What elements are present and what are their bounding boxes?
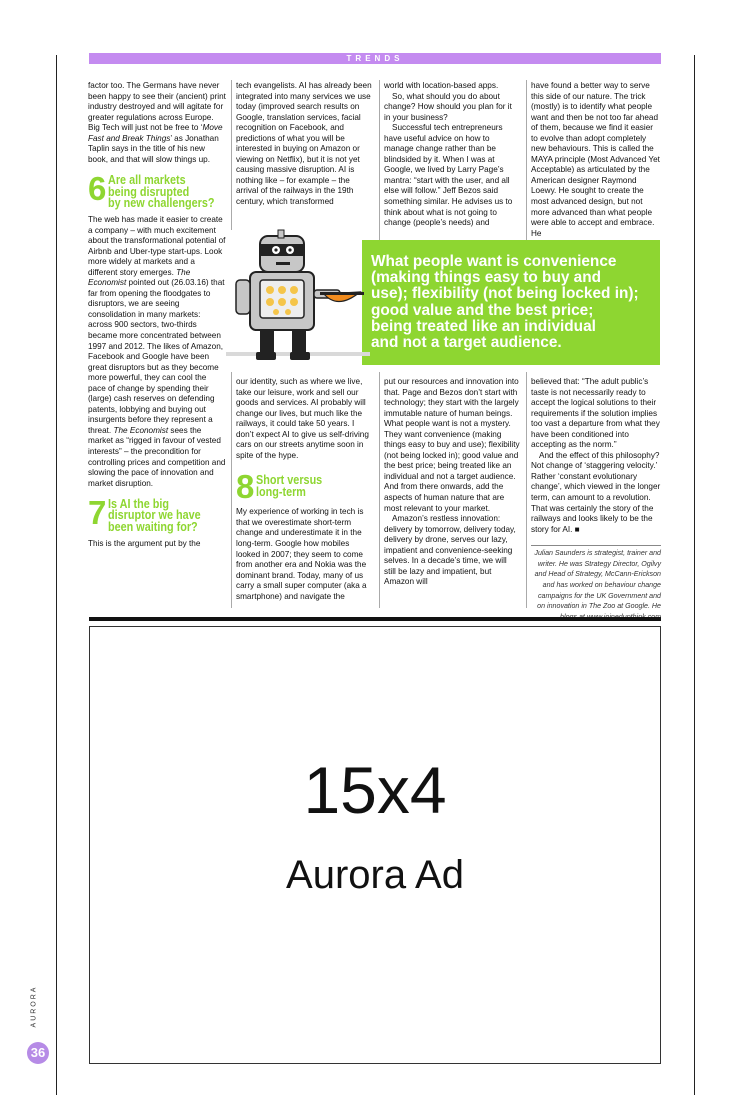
paragraph: have found a better way to serve this side of our nature. The trick (mostly) is to identify what people want and then be not too far ahead of them, because we find it easier to evolve than adopt completely new behaviours. This is called the MAYA principle (Most Advanced Yet Acceptable) as articulated by the American designer Raymond Loewy. He sought to create the most advanced design, but not more advanced than what people were able to accept and embrace. He <box>531 81 660 238</box>
ad-placeholder[interactable] <box>89 626 661 1064</box>
article-column-2-bottom <box>236 377 374 602</box>
article-column-4-top <box>531 81 661 239</box>
paragraph: And the effect of this philosophy? Not change of ‘staggering velocity.’ Rather ‘constant evolutionary change’, which viewed in the longer term, can amount to a revolution. That was certainly the story of the railways and looks likely to be the story for AI. ■ <box>531 450 661 534</box>
page-number-badge: 36 <box>27 1042 49 1064</box>
robot-icon <box>226 228 370 370</box>
paragraph: put our resources and innovation into that. Page and Bezos don’t start with technology; they start with the largely immutable nature of human beings. What people want is not a mystery. They want convenience (making things easy to buy and use); flexibility (not being locked in); good value and the best price; being treated like an individual and not a target audience. And from there onwards, add the aspects of human nature that are most relevant to your market. <box>384 377 520 513</box>
subheading-8: 8 Short versus long-term <box>236 468 323 506</box>
column-divider <box>526 80 527 240</box>
paragraph: Successful tech entrepreneurs have useful advice on how to manage change rather than be blindsided by it. When I was at Google, we lived by Larry Page’s mantra: “start with the user, and all else will follow.” Jeff Bezos said something similar. He advises us to think about what is not going to change (people’s needs) and <box>384 123 513 228</box>
column-divider <box>379 372 380 608</box>
article-column-1 <box>88 81 226 549</box>
author-byline: Julian Saunders is strategist, trainer and writer. He was Strategy Director, Ogilvy and Head of Strategy, McCann-Erickson and has worked on behaviour change campaigns for the UK Government and on innovation in The Zoo at Google. He <box>531 545 661 622</box>
section-divider-bar <box>89 617 661 621</box>
paragraph: believed that: “The adult public’s taste is not necessarily ready to accept the logical solutions to their requirements if the solution implies too vast a departure from what they have been conditioned into accepting as the norm.” <box>531 377 660 450</box>
article-column-3-top <box>384 81 520 229</box>
left-margin-rule <box>56 55 57 1095</box>
section-banner: TRENDS <box>89 53 661 64</box>
column-divider <box>231 372 232 608</box>
pull-quote-text: What people want is convenience (making things easy to buy and use); flexibility (not being locked in); good value and the best price; being treated like an individual and not a target audience. <box>371 253 639 352</box>
robot-waiter-illustration <box>226 228 370 370</box>
paragraph: The web has made it easier to create a company – with much excitement about the transformational potential of Airbnb and Uber-type start-ups. Look more widely at markets and a different story emerges. The Economist pointed out (26.03.16) that far from opening the floodgates to disruptors, we are seeing consolidation in many markets: across 900 sectors, two-thirds became more concentrated between 1997 and 2012. The likes of Amazon, Facebook and Google have been great disruptors but as they become more powerful, they can cool the pace of change by spending their (large) cash reserves on defending patents, lobbying and buying out insurgents before they represent a threat. The Economist sees the market as “rigged in favour of vested interests” – the precondition for controlling prices and competition and slowing the pace of innovation and market disruption. <box>88 214 226 488</box>
article-column-3-bottom <box>384 377 520 588</box>
article-column-2-top <box>236 81 374 208</box>
subheading-6: 6 Are all markets being disrupted by new challengers? <box>88 170 215 210</box>
paragraph: our identity, such as where we live, take our leisure, work and sell our goods and services. AI probably will change our lives, but much like the railways, it could take 50 years. I don’t expect AI to give us self-driving cars on our streets anytime soon in spite of the hype. <box>236 377 369 460</box>
ad-size: 15x4 <box>303 753 447 827</box>
column-divider <box>231 80 232 230</box>
paragraph: This is the argument put by the <box>88 538 201 548</box>
paragraph: tech evangelists. AI has already been integrated into many services we use today (improved search results on Google, translation services, facial recognition on Facebook, and predictions of what you will be interested in buying on Amazon or viewing on Netflix), but it is not yet causing massive disruption. AI is nothing like – for example – the arrival of the railways in the 19th century, which transformed <box>236 81 372 207</box>
paragraph: Amazon’s restless innovation: delivery by tomorrow, delivery today, delivery by drone, serves our lazy, impatient and convenience-seeking selves. In a decade’s time, we will still be lazy and impatient, but Amazon will <box>384 514 516 587</box>
paragraph: My experience of working in tech is that we overestimate short-term change and underestimate it in the long-term. Google how mobiles looked in 2007; they seem to come from another era and Nokia was the dominant brand. Today, many of us carry a small super computer (aka a smartphone) and navigate the <box>236 507 367 601</box>
paragraph: factor too. The Germans have never been happy to see their (ancient) print industry destroyed and will agitate for greater regulations across Europe. Big Tech will just not be free to ‘Move Fast and Break Things’ as Jonathan Taplin says in the title of his new book, and that will slow things up. <box>88 81 226 164</box>
column-divider <box>526 372 527 608</box>
right-margin-rule <box>694 55 695 1095</box>
ad-label: Aurora Ad <box>286 853 464 897</box>
publication-name: AURORA <box>30 985 38 1028</box>
article-column-4-bottom <box>531 377 661 622</box>
paragraph: world with location-based apps. <box>384 81 499 90</box>
pull-quote-box <box>362 240 660 365</box>
paragraph: So, what should you do about change? How should you plan for it in your business? <box>384 91 512 122</box>
column-divider <box>379 80 380 240</box>
subheading-7: 7 Is AI the big disruptor we have been waiting for? <box>88 494 202 534</box>
